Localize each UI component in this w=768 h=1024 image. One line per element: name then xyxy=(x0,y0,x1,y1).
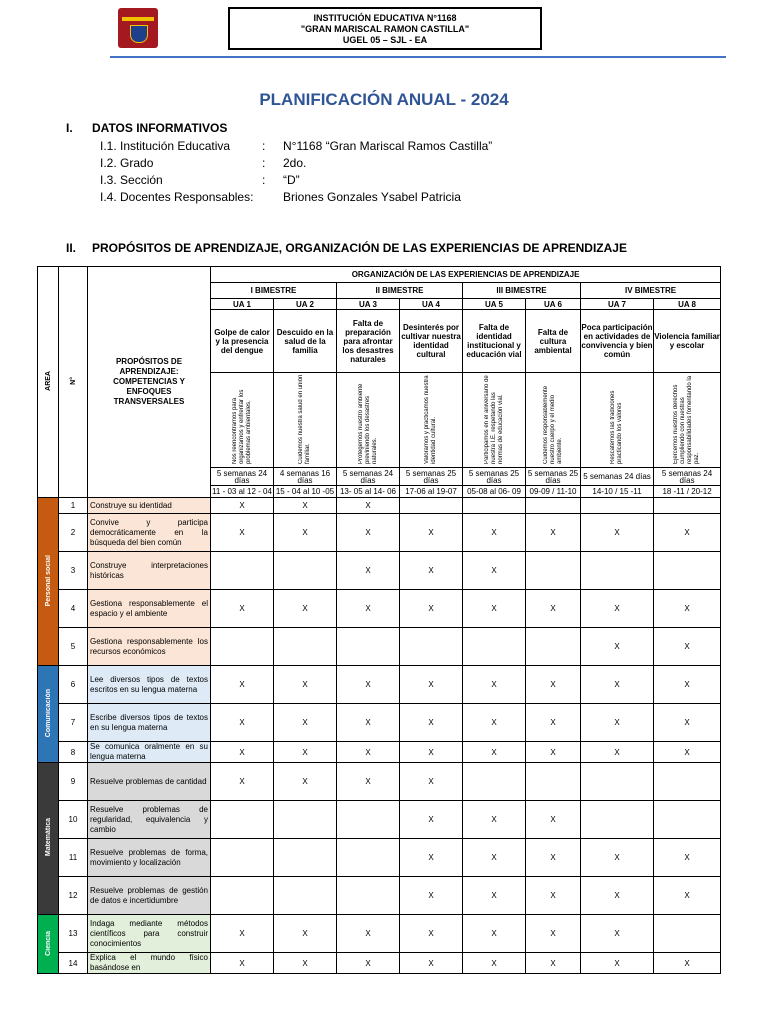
mark-ua5: X xyxy=(463,666,526,704)
unit-theme-1: Golpe de calor y la presencia del dengue xyxy=(211,310,274,373)
logo-shield-icon xyxy=(130,25,148,43)
mark-ua6 xyxy=(526,763,581,801)
mark-ua2: X xyxy=(274,704,337,742)
competency-number: 1 xyxy=(59,498,88,514)
mark-ua4: X xyxy=(400,666,463,704)
mark-ua7: X xyxy=(581,877,654,915)
mark-ua7 xyxy=(581,498,654,514)
unit-purpose-7: Rescatemos las tradiciones practicando los valores xyxy=(610,390,623,464)
mark-ua5: X xyxy=(463,590,526,628)
mark-ua2 xyxy=(274,877,337,915)
mark-ua7: X xyxy=(581,742,654,763)
unit-duration-5: 5 semanas 25 días xyxy=(463,468,526,486)
mark-ua6: X xyxy=(526,514,581,552)
unit-duration-3: 5 semanas 24 días xyxy=(337,468,400,486)
competency-row xyxy=(38,590,721,628)
competency-row xyxy=(38,742,721,763)
competency-number: 9 xyxy=(59,763,88,801)
competency-number: 11 xyxy=(59,839,88,877)
competency-row xyxy=(38,514,721,552)
competency-text: Resuelve problemas de gestión de datos e incertidumbre xyxy=(88,877,211,915)
area-cell xyxy=(38,915,59,974)
mark-ua1: X xyxy=(211,953,274,974)
mark-ua4: X xyxy=(400,552,463,590)
mark-ua2: X xyxy=(274,763,337,801)
mark-ua2 xyxy=(274,628,337,666)
unit-duration-6: 5 semanas 25 días xyxy=(526,468,581,486)
unit-dates-4: 17-06 al 19-07 xyxy=(400,486,463,498)
mark-ua6 xyxy=(526,498,581,514)
mark-ua2: X xyxy=(274,666,337,704)
mark-ua4: X xyxy=(400,839,463,877)
mark-ua1: X xyxy=(211,514,274,552)
mark-ua2 xyxy=(274,552,337,590)
bimester-3: III BIMESTRE xyxy=(463,283,581,299)
mark-ua1 xyxy=(211,628,274,666)
unit-dates-1: 11 - 03 al 12 - 04 xyxy=(212,487,272,496)
info-row xyxy=(0,156,768,172)
info-label: I.1. Institución Educativa xyxy=(100,139,231,153)
competency-number: 3 xyxy=(59,552,88,590)
unit-duration-4: 5 semanas 25 días xyxy=(400,468,463,486)
section-2-number: II. xyxy=(66,241,77,255)
competency-row xyxy=(38,498,721,514)
section-2-label: PROPÓSITOS DE APRENDIZAJE, ORGANIZACIÓN DE LAS EXPERIENCIAS DE APRENDIZAJE xyxy=(92,241,627,255)
info-label: I.4. Docentes Responsables: xyxy=(100,190,254,204)
mark-ua1: X xyxy=(211,590,274,628)
mark-ua5: X xyxy=(463,953,526,974)
competency-row xyxy=(38,877,721,915)
school-logo xyxy=(118,8,158,48)
competency-row xyxy=(38,953,721,974)
mark-ua1 xyxy=(211,552,274,590)
area-label: Matemática xyxy=(44,818,52,857)
mark-ua8 xyxy=(654,915,721,953)
unit-theme-8: Violencia familiar y escolar xyxy=(654,310,721,373)
mark-ua7: X xyxy=(581,953,654,974)
mark-ua2: X xyxy=(274,498,337,514)
unit-label-5: UA 5 xyxy=(463,299,526,310)
competency-text: Resuelve problemas de forma, movimiento y localización xyxy=(88,839,211,877)
number-header: N° xyxy=(69,377,77,385)
unit-duration-1: 5 semanas 24 días xyxy=(211,468,274,486)
mark-ua8: X xyxy=(654,877,721,915)
competency-row xyxy=(38,552,721,590)
competency-text: Escribe diversos tipos de textos en su lengua materna xyxy=(88,704,211,742)
number-header-cell xyxy=(59,267,88,498)
area-cell xyxy=(38,666,59,763)
unit-purpose-cell-2 xyxy=(274,373,337,468)
mark-ua5: X xyxy=(463,915,526,953)
mark-ua5 xyxy=(463,628,526,666)
unit-purpose-cell-8 xyxy=(654,373,721,468)
mark-ua4: X xyxy=(400,763,463,801)
area-header: AREA xyxy=(44,371,52,391)
mark-ua2 xyxy=(274,801,337,839)
mark-ua3 xyxy=(337,839,400,877)
competency-row xyxy=(38,801,721,839)
bimester-2: II BIMESTRE xyxy=(337,283,463,299)
mark-ua3: X xyxy=(337,915,400,953)
unit-purpose-cell-1 xyxy=(211,373,274,468)
unit-label-2: UA 2 xyxy=(274,299,337,310)
unit-label-4: UA 4 xyxy=(400,299,463,310)
mark-ua7: X xyxy=(581,514,654,552)
info-value: N°1168 “Gran Mariscal Ramos Castilla” xyxy=(283,139,493,153)
mark-ua6: X xyxy=(526,801,581,839)
mark-ua4: X xyxy=(400,514,463,552)
info-separator: : xyxy=(262,139,266,153)
mark-ua1: X xyxy=(211,915,274,953)
mark-ua5: X xyxy=(463,514,526,552)
mark-ua8 xyxy=(654,552,721,590)
unit-purpose-cell-5 xyxy=(463,373,526,468)
area-label: Comunicación xyxy=(44,688,52,738)
mark-ua1: X xyxy=(211,498,274,514)
unit-label-1: UA 1 xyxy=(211,299,274,310)
mark-ua2: X xyxy=(274,742,337,763)
mark-ua5 xyxy=(463,498,526,514)
mark-ua5: X xyxy=(463,704,526,742)
mark-ua8: X xyxy=(654,590,721,628)
mark-ua2: X xyxy=(274,953,337,974)
page-title: PLANIFICACIÓN ANUAL - 2024 xyxy=(259,90,509,109)
unit-dates-8: 18 -11 / 20-12 xyxy=(654,486,721,498)
mark-ua6 xyxy=(526,552,581,590)
mark-ua1: X xyxy=(211,763,274,801)
unit-theme-2: Descuido en la salud de la familia xyxy=(274,310,337,373)
competency-row xyxy=(38,704,721,742)
info-value: Briones Gonzales Ysabel Patricia xyxy=(283,190,461,204)
logo-band xyxy=(122,17,154,21)
mark-ua6: X xyxy=(526,877,581,915)
competency-number: 4 xyxy=(59,590,88,628)
mark-ua1 xyxy=(211,877,274,915)
competency-text: Convive y participa democráticamente en la búsqueda del bien común xyxy=(88,514,211,552)
info-separator: : xyxy=(262,173,266,187)
mark-ua5: X xyxy=(463,877,526,915)
competency-text: Gestiona responsablemente el espacio y el ambiente xyxy=(88,590,211,628)
unit-theme-4: Desinterés por cultivar nuestra identidad cultural xyxy=(400,310,463,373)
info-separator: : xyxy=(262,156,266,170)
mark-ua8: X xyxy=(654,514,721,552)
competency-number: 10 xyxy=(59,801,88,839)
info-label: I.3. Sección xyxy=(100,173,163,187)
institution-ugel: UGEL 05 – SJL - EA xyxy=(342,35,428,45)
competency-text: Resuelve problemas de cantidad xyxy=(88,763,211,801)
area-header-cell xyxy=(38,267,59,498)
mark-ua1 xyxy=(211,801,274,839)
competency-row xyxy=(38,763,721,801)
competency-number: 6 xyxy=(59,666,88,704)
unit-duration-2: 4 semanas 16 días xyxy=(274,468,337,486)
unit-label-8: UA 8 xyxy=(654,299,721,310)
mark-ua8 xyxy=(654,801,721,839)
unit-purpose-cell-6 xyxy=(526,373,581,468)
unit-label-3: UA 3 xyxy=(337,299,400,310)
info-value: “D” xyxy=(283,173,300,187)
mark-ua4 xyxy=(400,628,463,666)
competency-text: Resuelve problemas de regularidad, equivalencia y cambio xyxy=(88,801,211,839)
header-rule xyxy=(110,56,726,58)
planning-table xyxy=(37,266,721,974)
mark-ua7: X xyxy=(581,839,654,877)
competency-number: 2 xyxy=(59,514,88,552)
mark-ua3: X xyxy=(337,742,400,763)
mark-ua1: X xyxy=(211,742,274,763)
unit-duration-8: 5 semanas 24 días xyxy=(654,468,721,486)
mark-ua2 xyxy=(274,839,337,877)
mark-ua5: X xyxy=(463,801,526,839)
institution-name: INSTITUCIÓN EDUCATIVA N°1168 xyxy=(313,13,457,23)
competency-text: Explica el mundo físico basándose en xyxy=(88,953,211,974)
unit-duration-7: 5 semanas 24 días xyxy=(581,468,654,486)
mark-ua2: X xyxy=(274,514,337,552)
mark-ua6 xyxy=(526,628,581,666)
bimester-1: I BIMESTRE xyxy=(211,283,337,299)
mark-ua8: X xyxy=(654,953,721,974)
mark-ua7 xyxy=(581,552,654,590)
mark-ua5: X xyxy=(463,742,526,763)
competency-row xyxy=(38,839,721,877)
info-label: I.2. Grado xyxy=(100,156,154,170)
mark-ua3 xyxy=(337,628,400,666)
mark-ua8 xyxy=(654,498,721,514)
mark-ua3: X xyxy=(337,514,400,552)
competency-text: Indaga mediante métodos científicos para construir conocimientos xyxy=(88,915,211,953)
competency-text: Construye su identidad xyxy=(88,498,211,514)
unit-purpose-cell-3 xyxy=(337,373,400,468)
mark-ua6: X xyxy=(526,704,581,742)
area-label: Ciencia xyxy=(44,930,52,956)
mark-ua3 xyxy=(337,877,400,915)
competency-number: 8 xyxy=(59,742,88,763)
mark-ua7: X xyxy=(581,666,654,704)
mark-ua3: X xyxy=(337,498,400,514)
mark-ua6: X xyxy=(526,915,581,953)
mark-ua1 xyxy=(211,839,274,877)
unit-purpose-6: Cuidemos responsablemente nuestro cuerpo y el medio ambiente. xyxy=(542,385,563,464)
competency-text: Construye interpretaciones históricas xyxy=(88,552,211,590)
info-row xyxy=(0,173,768,189)
institution-alias: "GRAN MARISCAL RAMON CASTILLA" xyxy=(300,24,470,34)
mark-ua7: X xyxy=(581,915,654,953)
unit-theme-6: Falta de cultura ambiental xyxy=(526,310,581,373)
competency-number: 7 xyxy=(59,704,88,742)
mark-ua6: X xyxy=(526,953,581,974)
unit-theme-7: Poca participación en actividades de convivencia y bien común xyxy=(581,310,654,373)
mark-ua3 xyxy=(337,801,400,839)
area-cell xyxy=(38,763,59,915)
unit-purpose-5: Participamos en el aniversario de nuestra I.E. respetando las normas de educación vial. xyxy=(483,375,504,464)
mark-ua1: X xyxy=(211,666,274,704)
bimester-4: IV BIMESTRE xyxy=(581,283,721,299)
section-1-label: DATOS INFORMATIVOS xyxy=(92,121,228,135)
mark-ua4: X xyxy=(400,590,463,628)
mark-ua5: X xyxy=(463,552,526,590)
unit-purpose-8: Ejercemos nuestros derechos cumpliendo con nuestras responsabilidades fomentando la paz. xyxy=(673,375,701,464)
info-row xyxy=(0,190,768,206)
mark-ua8: X xyxy=(654,704,721,742)
area-cell xyxy=(38,498,59,666)
mark-ua7: X xyxy=(581,628,654,666)
competency-text: Gestiona responsablemente los recursos económicos xyxy=(88,628,211,666)
info-row xyxy=(0,139,768,155)
mark-ua7 xyxy=(581,763,654,801)
unit-purpose-3: Protegemos nuestro ambiente previniendo los desastres naturales. xyxy=(357,383,378,464)
mark-ua3: X xyxy=(337,666,400,704)
mark-ua4 xyxy=(400,498,463,514)
proposals-header: PROPÓSITOS DE APRENDIZAJE: COMPETENCIAS Y ENFOQUES TRANSVERSALES xyxy=(88,267,211,498)
mark-ua4: X xyxy=(400,704,463,742)
institution-box xyxy=(228,7,542,50)
unit-purpose-4: Valoramos y practicamos nuestra identidad cultural. xyxy=(424,375,437,464)
section-1-heading xyxy=(66,121,227,135)
mark-ua5 xyxy=(463,763,526,801)
mark-ua4: X xyxy=(400,915,463,953)
mark-ua8: X xyxy=(654,742,721,763)
mark-ua3: X xyxy=(337,590,400,628)
unit-dates-6: 09-09 / 11-10 xyxy=(526,486,581,498)
unit-purpose-1: Nos reencontramos para organizarnos y enfrentar los problemas ambientales. xyxy=(231,389,252,464)
mark-ua7 xyxy=(581,801,654,839)
org-title: ORGANIZACIÓN DE LAS EXPERIENCIAS DE APRENDIZAJE xyxy=(211,267,721,283)
mark-ua2: X xyxy=(274,915,337,953)
mark-ua3: X xyxy=(337,704,400,742)
mark-ua3: X xyxy=(337,552,400,590)
competency-number: 12 xyxy=(59,877,88,915)
mark-ua1: X xyxy=(211,704,274,742)
mark-ua6: X xyxy=(526,590,581,628)
unit-theme-3: Falta de preparación para afrontar los desastres naturales xyxy=(337,310,400,373)
unit-purpose-cell-7 xyxy=(581,373,654,468)
competency-number: 5 xyxy=(59,628,88,666)
unit-dates-7: 14-10 / 15 -11 xyxy=(581,486,654,498)
area-label: Personal social xyxy=(44,554,52,607)
section-2-heading xyxy=(66,241,627,255)
competency-number: 14 xyxy=(59,953,88,974)
mark-ua4: X xyxy=(400,742,463,763)
mark-ua4: X xyxy=(400,801,463,839)
mark-ua3: X xyxy=(337,763,400,801)
mark-ua7: X xyxy=(581,590,654,628)
mark-ua8: X xyxy=(654,666,721,704)
mark-ua8 xyxy=(654,763,721,801)
mark-ua6: X xyxy=(526,742,581,763)
mark-ua4: X xyxy=(400,953,463,974)
competency-row xyxy=(38,915,721,953)
org-title-row xyxy=(38,267,721,283)
competency-number: 13 xyxy=(59,915,88,953)
competency-row xyxy=(38,666,721,704)
mark-ua5: X xyxy=(463,839,526,877)
competency-text: Se comunica oralmente en su lengua materna xyxy=(88,742,211,763)
section-1-number: I. xyxy=(66,121,73,135)
info-value: 2do. xyxy=(283,156,307,170)
mark-ua2: X xyxy=(274,590,337,628)
mark-ua8: X xyxy=(654,839,721,877)
unit-theme-5: Falta de identidad institucional y educación vial xyxy=(463,310,526,373)
unit-dates-3: 13- 05 al 14- 06 xyxy=(337,486,400,498)
mark-ua3: X xyxy=(337,953,400,974)
unit-dates-5: 05-08 al 06- 09 xyxy=(463,486,526,498)
mark-ua6: X xyxy=(526,839,581,877)
mark-ua7: X xyxy=(581,704,654,742)
unit-dates-2: 15 - 04 al 10 -05 xyxy=(274,486,337,498)
unit-purpose-cell-4 xyxy=(400,373,463,468)
unit-purpose-2: Cuidemos nuestra salud en unión familiar. xyxy=(298,374,311,464)
unit-label-6: UA 6 xyxy=(526,299,581,310)
mark-ua6: X xyxy=(526,666,581,704)
unit-label-7: UA 7 xyxy=(581,299,654,310)
competency-text: Lee diversos tipos de textos escritos en su lengua materna xyxy=(88,666,211,704)
mark-ua8: X xyxy=(654,628,721,666)
competency-row xyxy=(38,628,721,666)
mark-ua4: X xyxy=(400,877,463,915)
